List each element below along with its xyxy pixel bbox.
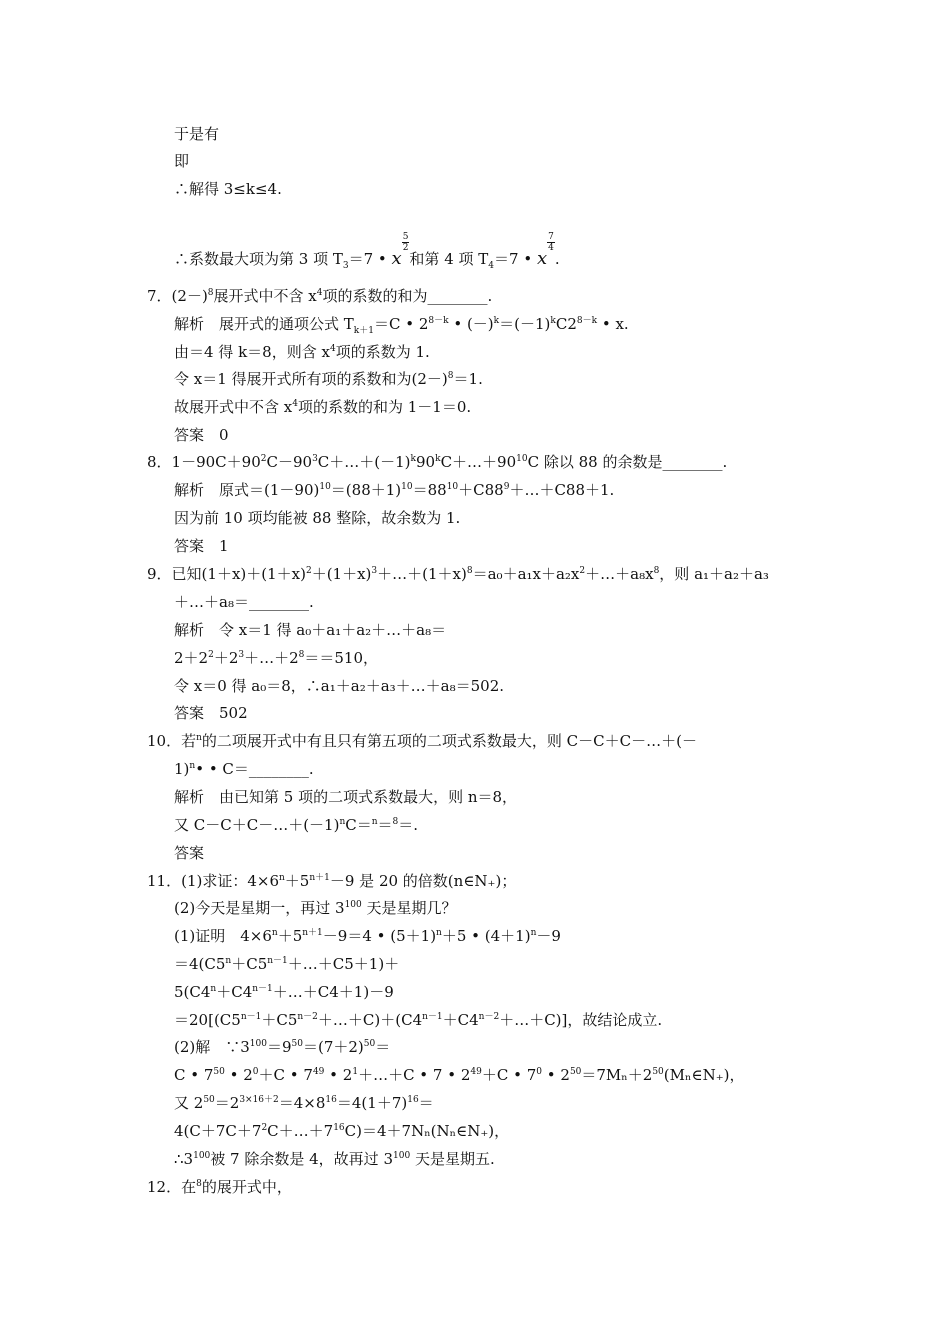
- solution-line: $4(C+7C+7^2C+\dots+7^{16}C)=4+7N_n(N_n\in N_+)$，: [174, 1122, 510, 1140]
- text-line: ∴解得 3≤k≤4.: [174, 180, 282, 198]
- text-line: 于是有: [174, 125, 220, 143]
- text-line: 即: [174, 152, 190, 170]
- analysis-line: 由＝4 得 k＝8，则含 $x^4$项的系数为 1.: [174, 343, 430, 361]
- answer-line: 答案 0: [174, 426, 229, 444]
- question-9: 9．已知$(1+x)+(1+x)^2+(1+x)^3+\dots+(1+x)^8=a_0+a_1x+a_2x^2+\dots+a_8x^8$，则 a₁＋a₂＋a₃: [147, 565, 769, 583]
- proof-line: $5(C4^n+C4^{n-1}+\dots+C4+1)-9$: [174, 983, 394, 1001]
- analysis-line: $2+2^2+2^3+\dots+2^8==510$，: [174, 649, 379, 667]
- analysis-line: 解析 展开式的通项公式 $T_{k+1}=C$ • $2^{8-k}$ • $(-)^k=(-1)^kC2^{8-k}$ • x.: [174, 315, 629, 336]
- text-line: (2)今天是星期一，再过 $3^{100}$ 天是星期几？: [174, 899, 457, 917]
- proof-line: (1)证明 $4\times 6^n+5^{n+1}-9=4$ • $(5+1)^n+5$ • $(4+1)^n-9$: [174, 927, 561, 945]
- question-8: 8．$1-90C+90^2C-90^3C+\dots+(-1)^k90^kC+\dots+90^{10}C$ 除以 88 的余数是________.: [147, 453, 728, 471]
- answer-line: 答案 502: [174, 704, 248, 722]
- question-11: 11．(1)求证：$4\times 6^n+5^{n+1}-9$ 是 20 的倍数(n∈N₊)；: [147, 872, 517, 890]
- fraction-exponent: $\frac{5}{2}$: [402, 232, 409, 253]
- proof-line: $=4(C5^n+C5^{n-1}+\dots+C5+1)+$: [174, 955, 400, 973]
- question-7: 7．$(2-)^8$展开式中不含 $x^4$项的系数的和为________.: [147, 287, 493, 305]
- analysis-line: 解析 令 x＝1 得 a₀＋a₁＋a₂＋…＋a₈＝: [174, 621, 447, 639]
- analysis-line: 故展开式中不含 $x^4$项的系数的和为 1－1＝0.: [174, 398, 472, 416]
- text-line: ＋…＋a₈＝________.: [174, 593, 314, 611]
- fraction-exponent: $\frac{7}{4}$: [548, 232, 554, 253]
- text-line: 1)$^n$• • C＝________.: [174, 760, 314, 778]
- max-term-line: ∴系数最大项为第 3 项 $T_3=7$ • x $\frac{5}{2}$ 和第 4 项 $T_4=7$ • x $\frac{7}{4}$ .: [174, 232, 560, 271]
- analysis-line: 解析 由已知第 5 项的二项式系数最大，则 n＝8，: [174, 788, 518, 806]
- solution-line: 又 $2^{50}=2^{3\times 16+2}=4\times 8^{16}=4(1+7)^{16}=$: [174, 1094, 434, 1112]
- analysis-line: 因为前 10 项均能被 88 整除，故余数为 1.: [174, 509, 461, 527]
- answer-line: 答案: [174, 844, 205, 862]
- analysis-line: 令 x＝0 得 a₀＝8，∴a₁＋a₂＋a₃＋…＋a₈＝502.: [174, 677, 505, 695]
- solution-line: $\therefore 3^{100}$被 7 除余数是 4，故再过 $3^{100}$ 天是星期五.: [174, 1150, 495, 1168]
- analysis-line: 又 $C-C+C-\dots+(-1)^nC=^n=^8=$.: [174, 816, 419, 834]
- solution-line: C • $7^{50}$ • $2^0+C$ • $7^{49}$ • $2^1+\dots+C$ • 7 • $2^{49}+C$ • $7^0$ • $2^{50}=7M_n+2^{50}(M_n\in N_+)$，: [174, 1066, 745, 1084]
- analysis-line: 解析 原式$=(1-90)^{10}=(88+1)^{10}=88^{10}+C88^9+\dots+C88+1$.: [174, 481, 615, 499]
- question-10: 10．若$^n$的二项展开式中有且只有第五项的二项式系数最大，则 C－C＋C－…＋(－: [147, 732, 697, 750]
- question-12: 12．在$^8$的展开式中，: [147, 1178, 292, 1196]
- answer-line: 答案 1: [174, 537, 229, 555]
- proof-line: $=20[(C5^{n-1}+C5^{n-2}+\dots+C)+(C4^{n-1}+C4^{n-2}+\dots+C)]$，故结论成立.: [174, 1011, 663, 1029]
- analysis-line: 令 x＝1 得展开式所有项的系数和为$(2-)^8=1$.: [174, 370, 483, 388]
- solution-line: (2)解 $\because 3^{100}=9^{50}=(7+2)^{50}=$: [174, 1038, 391, 1056]
